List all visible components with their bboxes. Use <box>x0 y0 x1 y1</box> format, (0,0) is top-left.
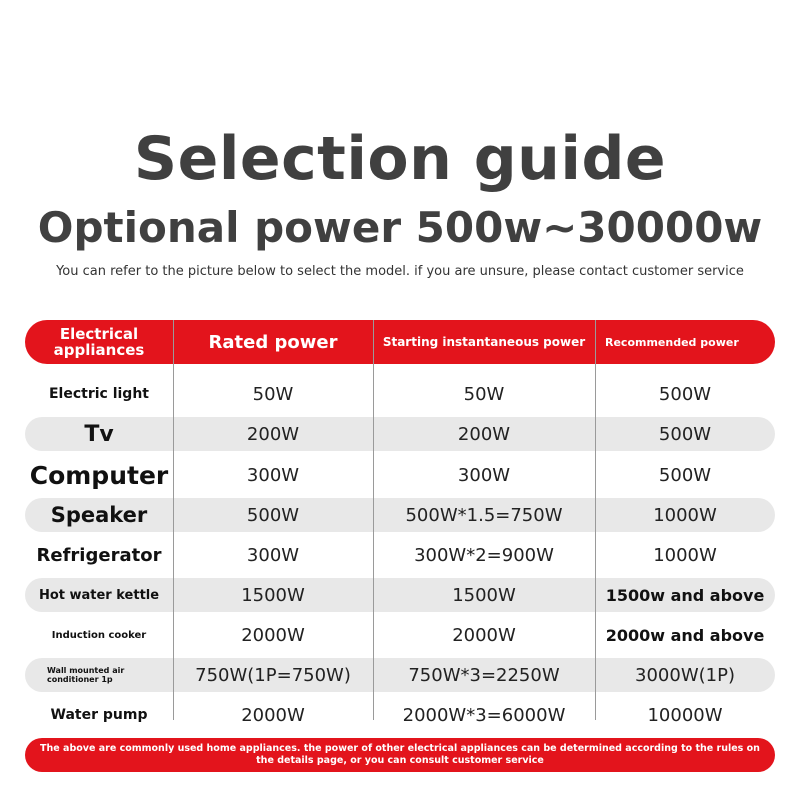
appliance-name: Refrigerator <box>36 544 162 566</box>
recommended-power: 10000W <box>647 704 723 726</box>
rated-power: 200W <box>246 423 300 445</box>
appliance-name: Tv <box>84 421 114 447</box>
recommended-power: 1000W <box>653 544 717 566</box>
table-row <box>25 498 775 532</box>
header-rated-power: Rated power <box>208 331 338 353</box>
table-row <box>25 417 775 451</box>
header-starting-power: Starting instantaneous power <box>382 335 586 349</box>
column-divider <box>373 320 374 720</box>
table-row <box>25 578 775 612</box>
page-subtitle: Optional power 500w~30000w <box>37 203 763 252</box>
appliance-name: Electric light <box>48 386 149 402</box>
appliance-name: Induction cooker <box>51 629 147 641</box>
recommended-power: 500W <box>658 383 712 405</box>
starting-power: 750W*3=2250W <box>408 664 560 686</box>
footer-note: The above are commonly used home appliances. the power of other electrical appliances can be determined according to the rules on the details page, or you can consult customer service <box>25 738 775 772</box>
table-row <box>25 538 775 572</box>
rated-power: 300W <box>246 544 300 566</box>
table-row <box>25 458 775 492</box>
table-row <box>25 618 775 652</box>
column-divider <box>173 320 174 720</box>
table-row <box>25 377 775 411</box>
instruction-note: You can refer to the picture below to select the model. if you are unsure, please contact customer service <box>56 264 744 279</box>
starting-power: 50W <box>463 383 505 405</box>
appliance-name: Speaker <box>50 503 148 527</box>
table-row <box>25 658 775 692</box>
starting-power: 500W*1.5=750W <box>405 504 563 526</box>
recommended-power: 2000w and above <box>605 625 765 645</box>
recommended-power: 1000W <box>653 504 717 526</box>
table-row <box>25 698 775 732</box>
appliance-name: Wall mounted air conditioner 1p <box>47 666 125 684</box>
starting-power: 2000W*3=6000W <box>402 704 566 726</box>
rated-power: 2000W <box>241 624 305 646</box>
header-recommended-power: Recommended power <box>605 335 739 349</box>
header-appliance: Electrical appliances <box>53 325 145 359</box>
recommended-power: 1500w and above <box>605 585 765 605</box>
page-title: Selection guide <box>133 124 667 194</box>
starting-power: 300W <box>457 464 511 486</box>
rated-power: 2000W <box>241 704 305 726</box>
appliance-name: Water pump <box>50 707 148 723</box>
table-header <box>25 320 775 364</box>
appliance-name: Hot water kettle <box>38 587 160 603</box>
recommended-power: 3000W(1P) <box>635 664 735 686</box>
starting-power: 2000W <box>452 624 516 646</box>
column-divider <box>595 320 596 720</box>
starting-power: 300W*2=900W <box>414 544 554 566</box>
rated-power: 1500W <box>241 584 305 606</box>
rated-power: 750W(1P=750W) <box>195 664 351 686</box>
appliance-name: Computer <box>29 460 169 490</box>
rated-power: 300W <box>246 464 300 486</box>
starting-power: 200W <box>457 423 511 445</box>
rated-power: 500W <box>246 504 300 526</box>
starting-power: 1500W <box>452 584 516 606</box>
recommended-power: 500W <box>658 423 712 445</box>
recommended-power: 500W <box>658 464 712 486</box>
rated-power: 50W <box>252 383 294 405</box>
